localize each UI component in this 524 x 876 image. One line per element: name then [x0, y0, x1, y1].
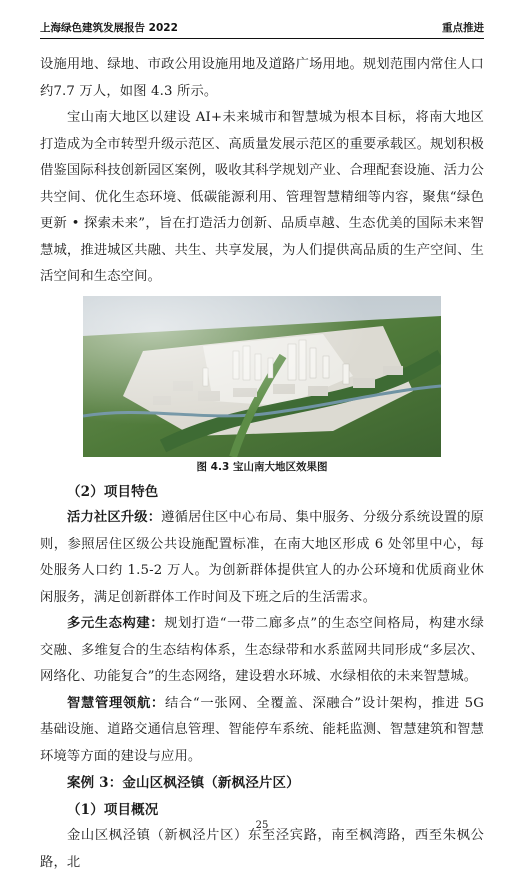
figure-4-3: [40, 296, 484, 475]
header-rule: [40, 38, 484, 39]
feature-label: 多元生态构建：: [67, 616, 165, 631]
paragraph-fengjing-intro: 金山区枫泾镇（新枫泾片区）东至泾宾路，南至枫湾路，西至朱枫公路，北: [40, 828, 484, 870]
section-heading-features: （2）项目特色: [67, 483, 159, 500]
feature-label: 活力社区升级：: [67, 510, 162, 525]
paragraph-baoshan-intro: 宝山南大地区以建设 AI+未来城市和智慧城为根本目标，将南大地区打造成为全市转型升级示范区、高质量发展示范区的重要承载区。规划积极借鉴国际科技创新园区案例，吸收其科学规划产业、合理配套设施、活力公共空间、优化生态环境、低碳能源利用、管理智慧精细等内容，聚焦“绿色更新 • 探索未来”，旨在打造活力创新、品质卓越、生态优美的国际未来智慧城，推进城区共融、共生、共享发展，为人们提供高品质的生产空间、生活空间和生态空间。: [40, 110, 484, 284]
feature-text: 遵循居住区中心布局、集中服务、分级分系统设置的原则，参照居住区级公共设施配置标准，在南大地区形成 6 处邻里中心，每处服务人口约 1.5-2 万人。为创新群体提供宜人的办公环境和优质商业休闲服务，满足创新群体工作时间及下班之后的生活需求。: [40, 510, 484, 605]
feature-vibrant-community: [40, 505, 484, 611]
figure-caption: 图 4.3 宝山南大地区效果图: [196, 460, 328, 473]
header-report-title: 上海绿色建筑发展报告 2022: [40, 22, 178, 34]
page-content: [40, 52, 484, 876]
header-section-name: 重点推进: [442, 22, 484, 34]
page-number: 25: [255, 820, 269, 831]
case-heading: 案例 3：金山区枫泾镇（新枫泾片区）: [67, 775, 300, 791]
paragraph-continued: 设施用地、绿地、市政公用设施用地及道路广场用地。规划范围内常住人口约7.7 万人，如图 4.3 所示。: [40, 57, 484, 99]
feature-smart-management: [40, 691, 484, 771]
feature-label: 智慧管理领航：: [67, 695, 165, 711]
aerial-rendering-image: [83, 296, 441, 457]
feature-text: 结合“一张网、全覆盖、深融合”设计架构，推进 5G 基础设施、道路交通信息管理、智能停车系统、能耗监测、智慧建筑和智慧环境等方面的建设与应用。: [40, 695, 484, 764]
feature-ecology: [40, 611, 484, 691]
section-heading-overview: （1）项目概况: [67, 801, 159, 818]
page-header: [40, 18, 484, 36]
feature-text: 规划打造“一带二廊多点”的生态空间格局，构建水绿交融、多维复合的生态结构体系，生态绿带和水系蓝网共同形成“多层次、网络化、功能复合”的生态网络，建设碧水环城、水绿相依的未来智慧城。: [40, 616, 484, 684]
